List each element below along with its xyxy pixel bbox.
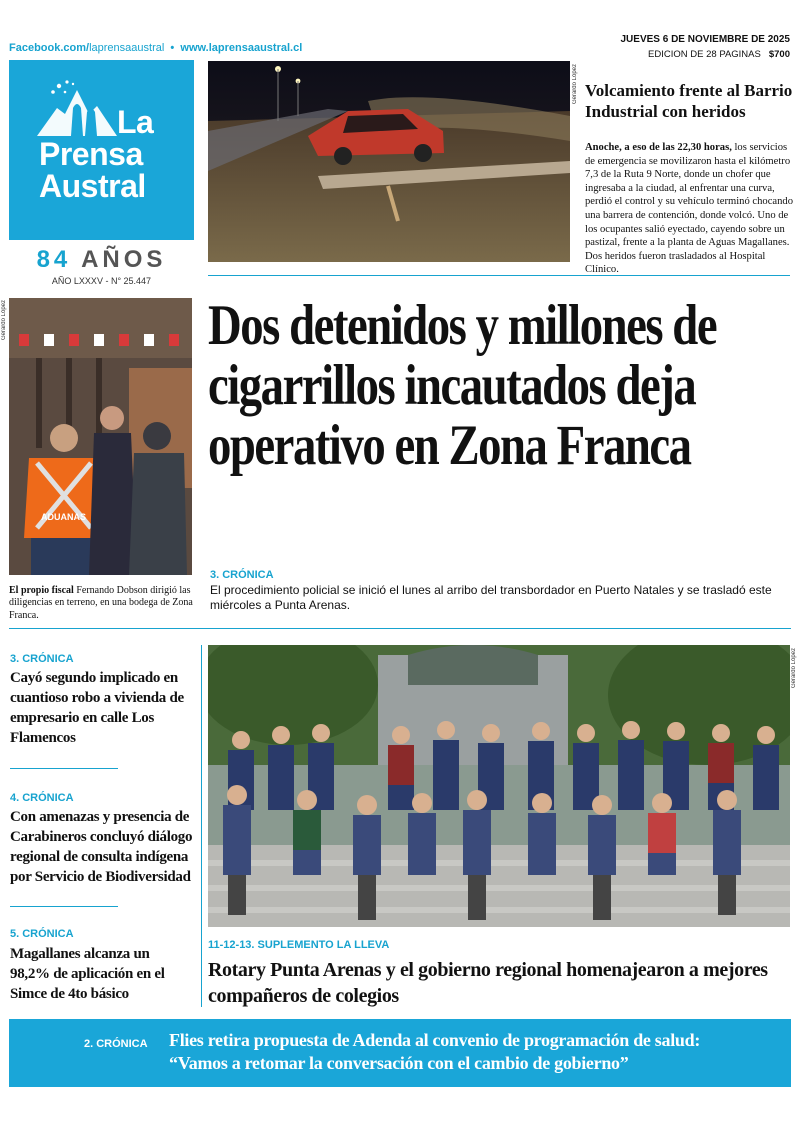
- banner-headline[interactable]: Flies retira propuesta de Adenda al convenio de programación de salud: “Vamos a retomar la conversación con el cambio de gobierno”: [169, 1030, 701, 1073]
- vest-label: ADUANAS: [41, 512, 86, 522]
- side-story-headline[interactable]: Magallanes alcanza un 98,2% de aplicación en el Simce de 4to básico: [10, 946, 165, 1002]
- column-divider: [201, 645, 202, 1007]
- side-story-headline[interactable]: Cayó segundo implicado en cuantioso robo a vivienda de empresario en calle Los Flamencos: [10, 670, 184, 746]
- banner-kicker[interactable]: 2. CRÓNICA: [84, 1038, 148, 1050]
- newspaper-logo[interactable]: [9, 60, 194, 240]
- side-story-kicker[interactable]: 5. CRÓNICA: [10, 928, 74, 940]
- side-story-kicker[interactable]: 3. CRÓNICA: [10, 653, 74, 665]
- divider: [10, 906, 118, 907]
- divider: [208, 275, 790, 276]
- facebook-link[interactable]: Facebook.com/laprensaaustral: [9, 42, 165, 54]
- separator: •: [170, 42, 175, 54]
- photo-credit: Gerardo López: [791, 648, 797, 689]
- top-story-body: Anoche, a eso de las 22,30 horas, los servicios de emergencia se movilizaron hasta el kilómetro 7,3 de la Ruta 9 Norte, donde un chofer que ingresaba a la ciudad, al enfrentar una curva, perdió el control y su vehículo terminó chocando una barrera de contención, donde volcó. Uno de los ocupantes salió eyectado, cayendo sobre un pastizal, frente a la planta de Aguas Magallanes. Dos heridos fueron trasladados al Hospital Clínico.: [585, 142, 793, 276]
- side-story-headline[interactable]: Con amenazas y presencia de Carabineros concluyó diálogo regional de consulta indígena por Servicio de Biodiversidad: [10, 809, 193, 885]
- students-group-image: [208, 645, 790, 927]
- crash-scene-image: [208, 61, 570, 262]
- photo-credit: Gerardo López: [572, 64, 578, 105]
- bottom-banner[interactable]: [9, 1019, 791, 1087]
- anniversary: 84 AÑOS: [36, 246, 167, 273]
- feature-kicker[interactable]: 11-12-13. SUPLEMENTO LA LLEVA: [208, 939, 390, 951]
- lead-headline[interactable]: Dos detenidos y millones de cigarrillos incautados deja operativo en Zona Franca: [208, 294, 717, 477]
- price: $700: [768, 49, 790, 60]
- social-links: [9, 42, 302, 54]
- students-photo[interactable]: [208, 645, 790, 927]
- side-story-kicker[interactable]: 4. CRÓNICA: [10, 792, 74, 804]
- crash-photo[interactable]: [208, 61, 570, 262]
- logo-wordmark: La Prensa Austral: [39, 104, 154, 204]
- website-link[interactable]: www.laprensaaustral.cl: [180, 42, 303, 54]
- volume-issue: AÑO LXXXV - N° 25.447: [51, 276, 152, 286]
- divider: [10, 768, 118, 769]
- customs-operation-image: [9, 298, 192, 575]
- customs-photo[interactable]: [9, 298, 192, 575]
- divider: [9, 628, 791, 629]
- feature-headline[interactable]: Rotary Punta Arenas y el gobierno regional homenajearon a mejores compañeros de colegios: [208, 959, 768, 1007]
- issue-date: JUEVES 6 DE NOVIEMBRE DE 2025: [620, 34, 790, 45]
- photo-credit: Gerardo López: [1, 300, 7, 341]
- lead-section-kicker[interactable]: 3. CRÓNICA: [210, 569, 274, 581]
- edition-info: [648, 49, 790, 60]
- lead-deck: El procedimiento policial se inició el lunes al arribo del transbordador en Puerto Natales y se trasladó este miércoles a Punta Arenas.: [210, 583, 772, 612]
- photo-caption: El propio fiscal Fernando Dobson dirigió las diligencias en terreno, en una bodega de Zona Franca.: [9, 585, 193, 621]
- top-story-headline[interactable]: Volcamiento frente al Barrio Industrial con heridos: [585, 81, 793, 121]
- page-count: EDICION DE 28 PAGINAS: [648, 49, 761, 60]
